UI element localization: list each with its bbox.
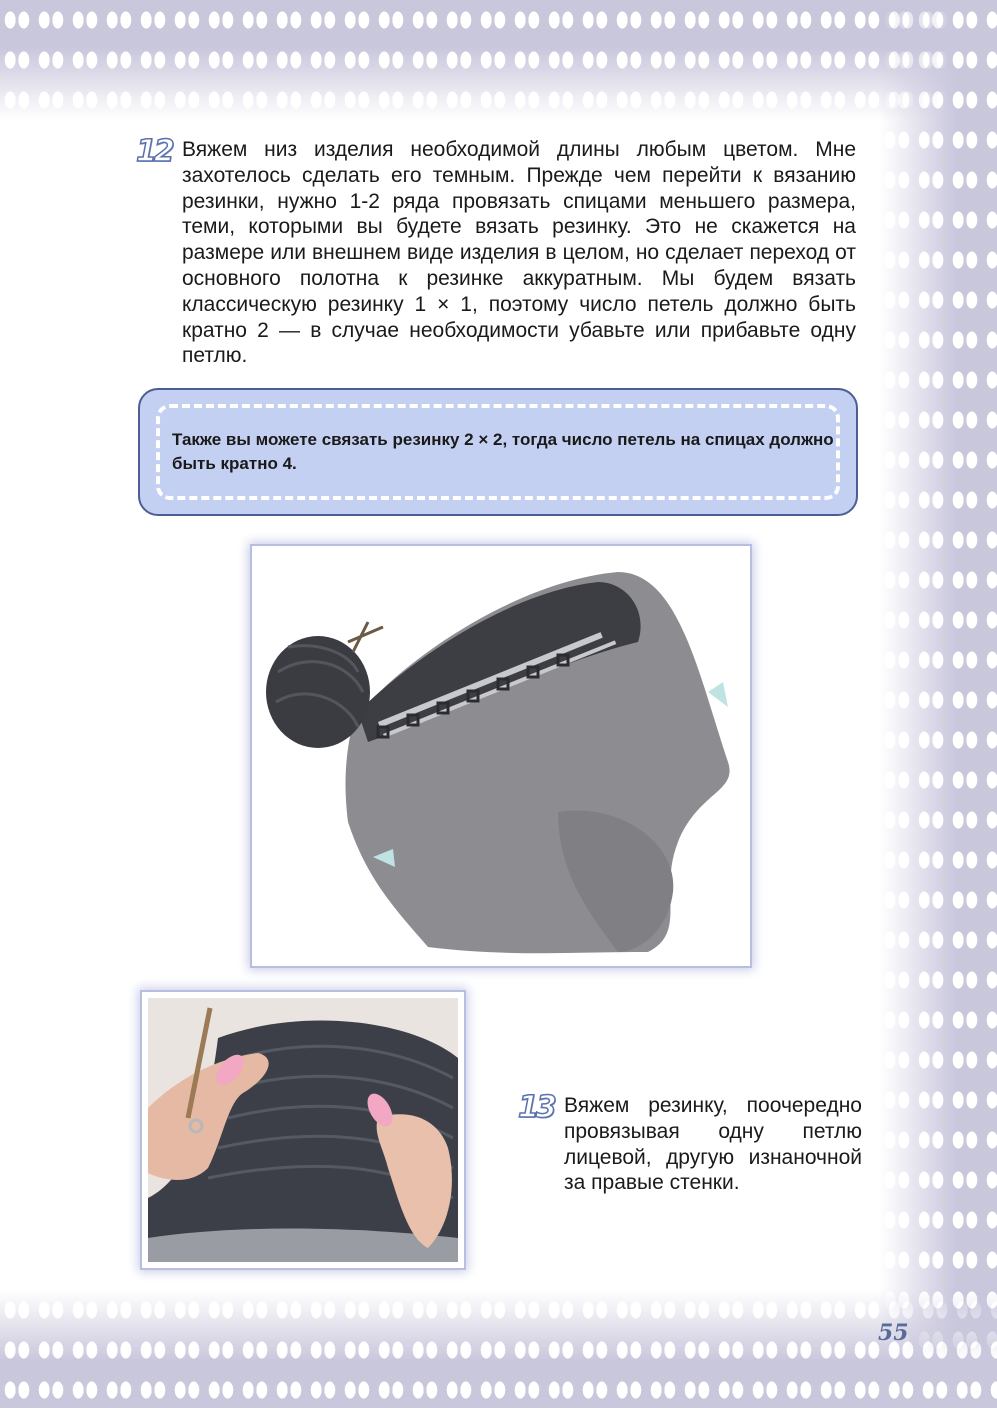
step-number-13: 13 <box>518 1090 554 1125</box>
photo-knitting-ribbing <box>142 992 464 1268</box>
knit-border-bottom <box>0 1290 997 1408</box>
knitting-hands-illustration <box>148 998 458 1262</box>
knit-border-right <box>880 0 997 1408</box>
sweater-illustration <box>258 552 744 960</box>
step-13-text: Вяжем резинку, поочередно провязывая одну петлю лицевой, другую изнаночной за правые стенки. <box>564 1094 862 1195</box>
page-number: 55 <box>878 1320 909 1346</box>
knit-border-top <box>0 0 997 120</box>
step-number-12: 12 <box>136 134 172 169</box>
tip-text: Также вы можете связать резинку 2 × 2, тогда число петель на спицах должно быть кратно 4. <box>172 430 834 473</box>
photo-sweater-with-yoke <box>252 546 750 966</box>
step-12-text: Вяжем низ изделия необходимой длины любым цветом. Мне захотелось сделать его темным. Прежде чем перейти к вязанию резинки, нужно 1-2 ряда провязать спицами меньшего размера, теми, которыми вы будете вязать резинку. Это не скажется на размере или внешнем виде изделия в целом, но сделает переход от основного полотна к резинке аккуратным. Мы будем вязать классическую резинку 1 × 1, поэтому число петель должно быть кратно 2 — в случае необходимости убавьте или прибавьте одну петлю. <box>182 138 856 368</box>
tip-box <box>138 388 858 516</box>
